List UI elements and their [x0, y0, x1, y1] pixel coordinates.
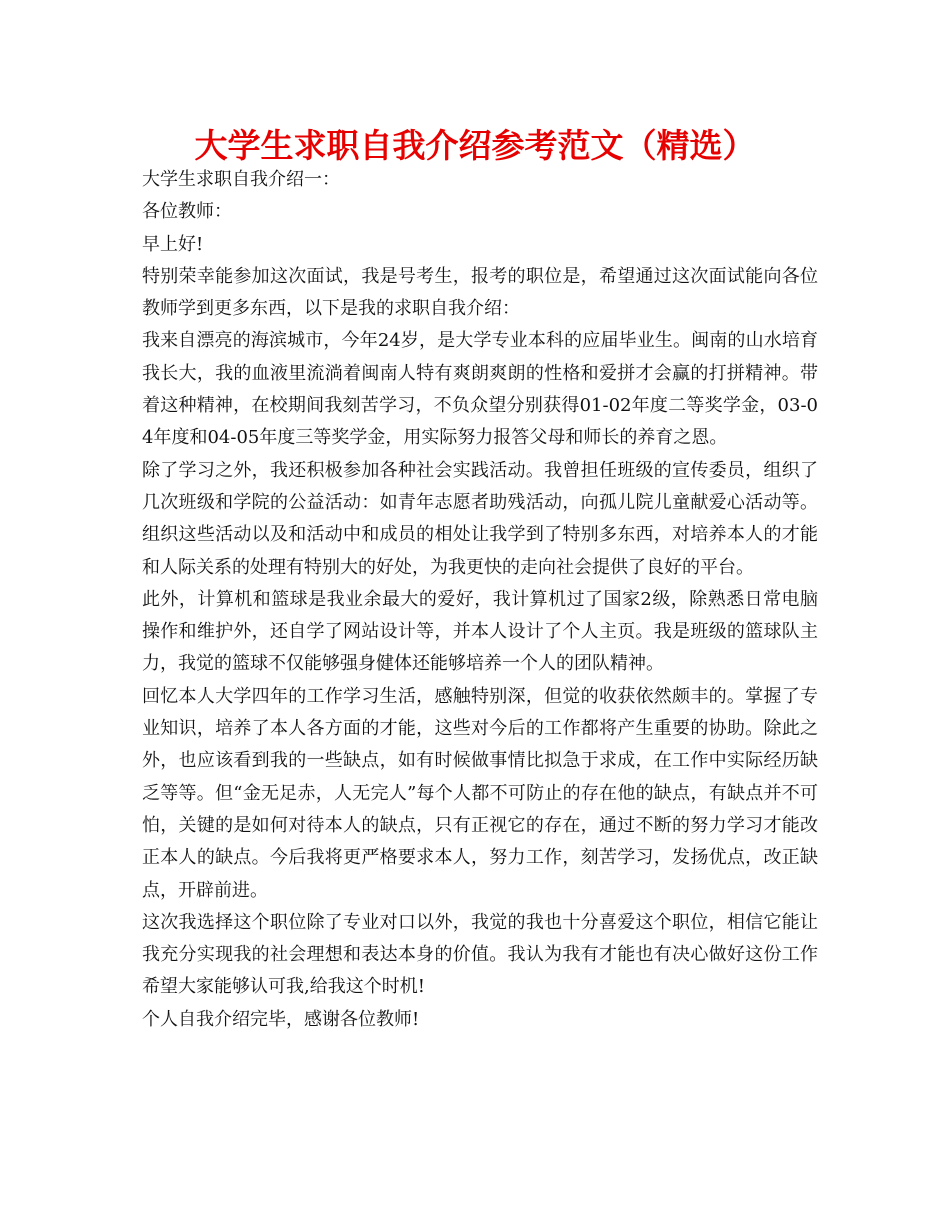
paragraph-background: 我来自漂亮的海滨城市，今年24岁，是大学专业本科的应届毕业生。闽南的山水培育我长大，我的血液里流淌着闽南人特有爽朗爽朗的性格和爱拼才会赢的打拼精神。带着这种精神，在校期间我刻苦学习，不负众望分别获得01-02年度二等奖学金，03-04年度和04-05年度三等奖学金，用实际努力报答父母和师长的养育之恩。: [142, 330, 818, 449]
paragraph-opening: 特别荣幸能参加这次面试，我是号考生，报考的职位是，希望通过这次面试能向各位教师学到更多东西，以下是我的求职自我介绍：: [142, 265, 818, 320]
paragraph-intro-heading: 大学生求职自我介绍一：: [142, 169, 340, 190]
paragraph-greeting: 早上好!: [142, 233, 204, 255]
paragraph-closing: 个人自我介绍完毕，感谢各位教师!: [142, 1008, 420, 1030]
paragraph-salutation: 各位教师：: [142, 201, 232, 223]
document-body: [142, 164, 818, 1036]
paragraph-motivation: 这次我选择这个职位除了专业对口以外，我觉的我也十分喜爱这个职位，相信它能让我充分实现我的社会理想和表达本身的价值。我认为我有才能也有决心做好这份工作希望大家能够认可我,给我这个时机!: [142, 911, 818, 998]
paragraph-hobbies: 此外，计算机和篮球是我业余最大的爱好，我计算机过了国家2级，除熟悉日常电脑操作和维护外，还自学了网站设计等，并本人设计了个人主页。我是班级的篮球队主力，我觉的篮球不仅能够强身健体还能够培养一个人的团队精神。: [142, 588, 818, 675]
paragraph-reflection: 回忆本人大学四年的工作学习生活，感触特别深，但觉的收获依然颇丰的。掌握了专业知识，培养了本人各方面的才能，这些对今后的工作都将产生重要的协助。除此之外，也应该看到我的一些缺点，如有时候做事情比拟急于求成，在工作中实际经历缺乏等等。但“金无足赤，人无完人”每个人都不可防止的存在他的缺点，有缺点并不可怕，关键的是如何对待本人的缺点，只有正视它的存在，通过不断的努力学习才能改正本人的缺点。今后我将更严格要求本人，努力工作，刻苦学习，发扬优点，改正缺点，开辟前进。: [142, 685, 818, 901]
document-title: 大学生求职自我介绍参考范文（精选）: [194, 126, 756, 165]
paragraph-activities: 除了学习之外，我还积极参加各种社会实践活动。我曾担任班级的宣传委员，组织了几次班级和学院的公益活动：如青年志愿者助残活动，向孤儿院儿童献爱心活动等。组织这些活动以及和活动中和成员的相处让我学到了特别多东西，对培养本人的才能和人际关系的处理有特别大的好处，为我更快的走向社会提供了良好的平台。: [142, 459, 818, 578]
